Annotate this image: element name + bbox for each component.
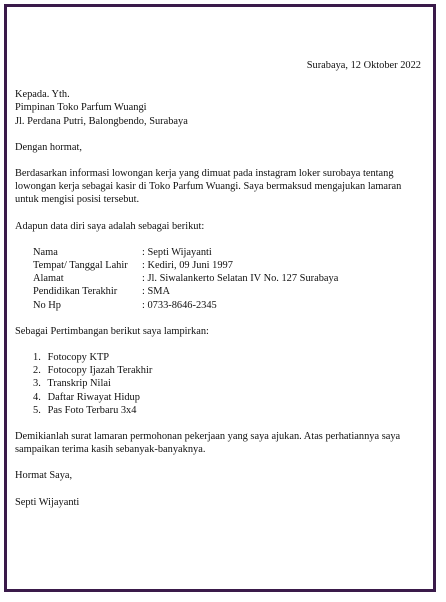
- intro-paragraph: Berdasarkan informasi lowongan kerja yang dimuat pada instagram loker surobaya tentang lowongan kerja sebagai kasir di Toko Parfum Wuangi. Saya bermaksud mengajukan lamaran untuk mengisi posisi tersebut.: [15, 168, 402, 206]
- personal-data-label: Tempat/ Tanggal Lahir: [33, 260, 128, 272]
- list-item: [33, 364, 435, 377]
- closing-paragraph: Demikianlah surat lamaran permohonan pekerjaan yang saya ajukan. Atas perhatiannya saya sampaikan terima kasih sebanyak-banyaknya.: [15, 431, 401, 456]
- recipient-line: Pimpinan Toko Parfum Wuangi: [15, 102, 147, 114]
- personal-data-label: No Hp: [33, 299, 61, 311]
- recipient-line: Kepada. Yth.: [15, 89, 70, 101]
- attachments-list: [15, 351, 435, 417]
- recipient-block: [15, 88, 435, 128]
- personal-data-label: Alamat: [33, 273, 64, 285]
- personal-data-label: Nama: [33, 246, 58, 258]
- list-item-number: 2.: [33, 365, 41, 377]
- list-item-number: 1.: [33, 352, 41, 364]
- data-intro: Adapun data diri saya adalah sebagai berikut:: [15, 220, 205, 232]
- attachments-intro: Sebagai Pertimbangan berikut saya lampirkan:: [15, 325, 209, 337]
- list-item: [33, 391, 435, 404]
- greeting: Dengan hormat,: [15, 141, 82, 153]
- list-item: [33, 351, 435, 364]
- list-item-number: 4.: [33, 391, 41, 403]
- letter-body: [15, 59, 435, 509]
- list-item: [33, 377, 435, 390]
- list-item: [33, 404, 435, 417]
- list-item-number: 3.: [33, 378, 41, 390]
- personal-data-label: Pendidikan Terakhir: [33, 286, 118, 298]
- personal-data-row: [33, 246, 338, 259]
- letter-date: Surabaya, 12 Oktober 2022: [306, 60, 421, 71]
- signoff: Hormat Saya,: [15, 470, 73, 482]
- personal-data-row: [33, 272, 338, 285]
- personal-data-row: [33, 259, 338, 272]
- personal-data-row: [33, 299, 338, 312]
- personal-data-row: [33, 285, 338, 298]
- personal-data-value: : 0733-8646-2345: [142, 299, 217, 311]
- list-item-text: Pas Foto Terbaru 3x4: [47, 404, 137, 416]
- personal-data-value: : Jl. Siwalankerto Selatan IV No. 127 Surabaya: [142, 273, 339, 285]
- recipient-line: Jl. Perdana Putri, Balongbendo, Surabaya: [15, 115, 188, 127]
- personal-data-value: : Septi Wijayanti: [142, 246, 212, 258]
- list-item-number: 5.: [33, 404, 41, 416]
- signature-name: Septi Wijayanti: [15, 496, 80, 508]
- list-item-text: Fotocopy KTP: [47, 352, 110, 364]
- list-item-text: Transkrip Nilai: [47, 378, 111, 390]
- list-item-text: Fotocopy Ijazah Terakhir: [47, 365, 153, 377]
- personal-data-value: : Kediri, 09 Juni 1997: [142, 260, 233, 272]
- list-item-text: Daftar Riwayat Hidup: [47, 391, 140, 403]
- personal-data-table: [33, 246, 338, 312]
- personal-data-value: : SMA: [142, 286, 171, 298]
